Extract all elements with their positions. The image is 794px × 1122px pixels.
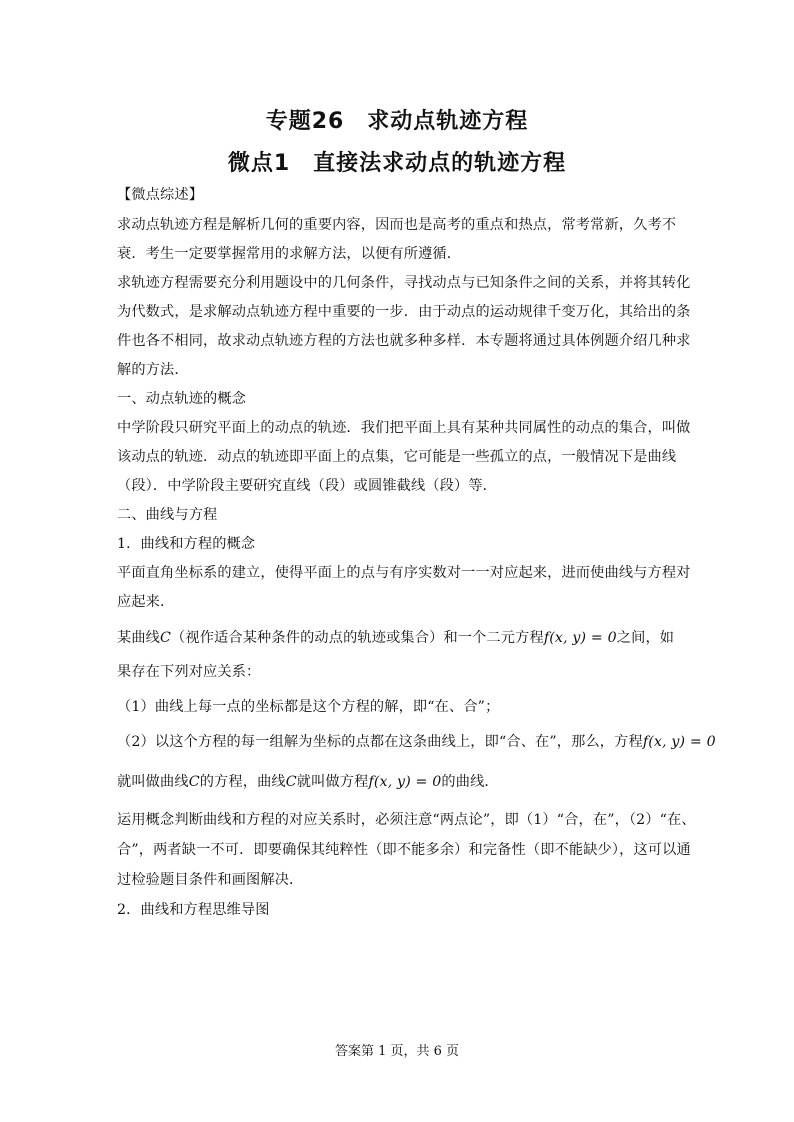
equation-f-xy: f(x, y) = 0	[642, 734, 716, 750]
curve-line-3-text-b: （视作适合某种条件的动点的轨迹或集合）和一个二元方程	[171, 630, 544, 646]
heading-curve-equation: 二、曲线与方程	[117, 507, 218, 523]
page-footer: 答案第 1 页，共 6 页	[334, 1044, 460, 1059]
concept-line-3: （段）．中学阶段主要研究直线（段）或圆锥截线（段）等．	[117, 478, 498, 494]
concept-line-2: 该动点的轨迹．动点的轨迹即平面上的点集，它可能是一些孤立的点，一般情况下是曲线	[117, 449, 677, 465]
section-tag: 【微点综述】	[117, 187, 204, 203]
intro-paragraph-2-line-1: 求轨迹方程需要充分利用题设中的几何条件，寻找动点与已知条件之间的关系，并将其转化	[117, 275, 691, 291]
intro-paragraph-2-line-4: 解的方法．	[117, 362, 189, 378]
condition-1: （1）曲线上每一点的坐标都是这个方程的解，即“在、合”；	[117, 699, 500, 715]
curve-variable-c: C	[160, 630, 172, 646]
curve-line-3	[117, 628, 682, 648]
equation-f-xy: f(x, y) = 0	[368, 774, 442, 790]
subheading-curve-concept: 1．曲线和方程的概念	[117, 536, 256, 552]
condition-3-text-c: 就叫做方程	[296, 774, 369, 790]
condition-2-text: （2）以这个方程的每一组解为坐标的点都在这条曲线上，即“合、在”，那么，方程	[117, 734, 643, 750]
page-title: 专题26 求动点轨迹方程	[265, 109, 529, 134]
condition-3-text-b: 的方程，曲线	[199, 774, 286, 790]
heading-concept: 一、动点轨迹的概念	[117, 391, 247, 407]
curve-variable-c: C	[285, 774, 297, 790]
page-subtitle: 微点1 直接法求动点的轨迹方程	[227, 151, 567, 176]
condition-3-text-a: 就叫做曲线	[117, 774, 189, 790]
intro-paragraph-2-line-3: 件也各不相同，故求动点轨迹方程的方法也就多种多样．本专题将通过具体例题介绍几种求	[117, 333, 691, 349]
intro-paragraph-1-line-1: 求动点轨迹方程是解析几何的重要内容，因而也是高考的重点和热点，常考常新，久考不	[117, 217, 677, 233]
curve-line-3-text-c: 之间，如	[616, 630, 675, 646]
concept-line-1: 中学阶段只研究平面上的动点的轨迹．我们把平面上具有某种共同属性的动点的集合，叫做	[117, 420, 691, 436]
curve-line-4: 果存在下列对应关系：	[117, 664, 261, 680]
condition-2	[117, 732, 716, 752]
curve-variable-c: C	[188, 774, 200, 790]
note-line-1: 运用概念判断曲线和方程的对应关系时，必须注意“两点论”，即（1）“合，在”，（2）“在、	[117, 812, 696, 828]
intro-paragraph-1-line-2: 衰．考生一定要掌握常用的求解方法，以便有所遵循．	[117, 246, 462, 262]
curve-line-3-text-a: 某曲线	[117, 630, 161, 646]
intro-paragraph-2-line-2: 为代数式，是求解动点轨迹方程中重要的一步．由于动点的运动规律千变万化，其给出的条	[117, 304, 691, 320]
note-line-3: 过检验题目条件和画图解决．	[117, 872, 304, 888]
condition-3	[117, 772, 682, 792]
equation-f-xy: f(x, y) = 0	[543, 630, 617, 646]
condition-3-text-d: 的曲线．	[441, 774, 499, 790]
subheading-mind-map: 2．曲线和方程思维导图	[117, 902, 270, 918]
note-line-2: 合”，两者缺一不可．即要确保其纯粹性（即不能多余）和完备性（即不能缺少），这可以通	[117, 842, 691, 858]
curve-line-2: 应起来．	[117, 594, 175, 610]
curve-line-1: 平面直角坐标系的建立，使得平面上的点与有序实数对一一对应起来，进而使曲线与方程对	[117, 565, 691, 581]
